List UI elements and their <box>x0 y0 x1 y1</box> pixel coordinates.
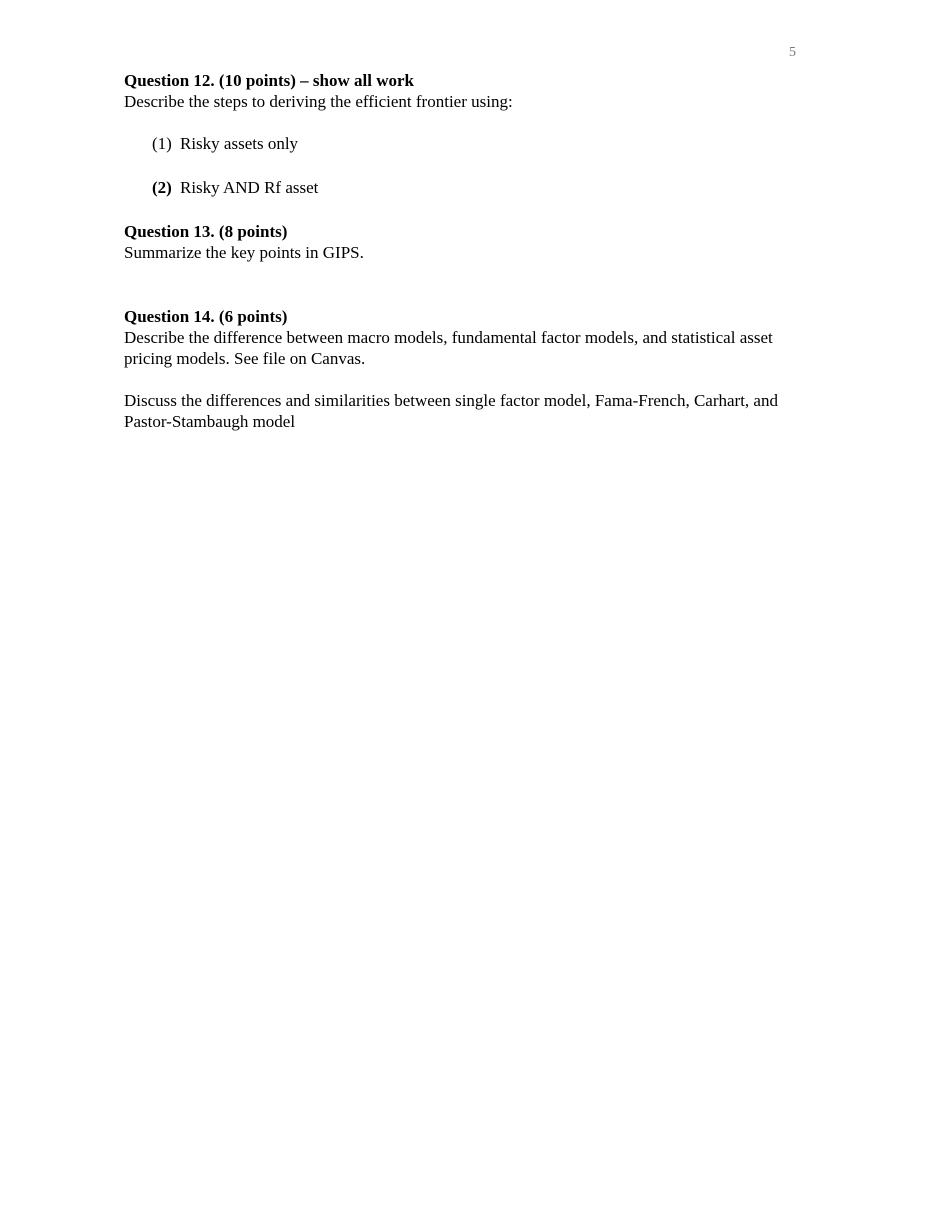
question-14-title: Question 14. (6 points) <box>124 307 288 326</box>
question-13-text: Summarize the key points in GIPS. <box>124 243 364 262</box>
list-item <box>152 177 814 198</box>
question-14 <box>124 306 814 432</box>
question-12-list <box>152 133 814 198</box>
question-14-text: Describe the difference between macro models, fundamental factor models, and statistical asset pricing models. See file on Canvas. <box>124 328 773 368</box>
list-item-text: Risky AND Rf asset <box>180 178 319 197</box>
question-13-title: Question 13. (8 points) <box>124 222 288 241</box>
page-content <box>124 70 814 432</box>
question-12-title: Question 12. (10 points) – show all work <box>124 71 414 90</box>
page-number: 5 <box>789 45 796 60</box>
list-item-number: (1) <box>152 134 172 153</box>
question-13 <box>124 221 814 263</box>
list-item-text: Risky assets only <box>180 134 299 153</box>
question-14-text-2: Discuss the differences and similarities between single factor model, Fama-French, Carhart, and Pastor-Stambaugh model <box>124 391 778 431</box>
question-12 <box>124 70 814 198</box>
question-12-text: Describe the steps to deriving the efficient frontier using: <box>124 92 513 111</box>
list-item <box>152 133 814 154</box>
list-item-number: (2) <box>152 178 172 197</box>
